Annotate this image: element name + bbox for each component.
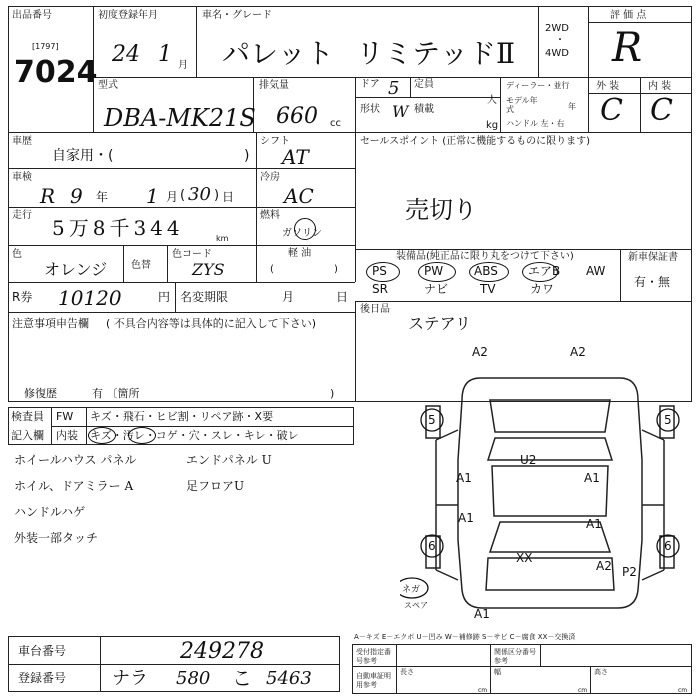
- score: R: [612, 25, 643, 71]
- chassis-label: 車台番号: [18, 644, 67, 658]
- related-label: 関係区分番号参考: [494, 648, 536, 665]
- width-label: 幅: [494, 668, 501, 676]
- inspection-day: 30: [188, 184, 211, 205]
- inspector-label2: 記入欄: [11, 429, 44, 442]
- dealer-label: ディーラー・並行: [506, 81, 570, 90]
- reg-class: 580: [176, 668, 211, 689]
- doors: 5: [388, 78, 400, 99]
- diagram-mark-6-right: 6: [664, 539, 672, 553]
- diagram-mark-nega: ネガ: [402, 585, 421, 595]
- equipment-label: 装備品(純正品に限り丸をつけて下さい): [396, 251, 574, 262]
- diagram-spare: スペア: [404, 601, 428, 610]
- equip-aw: AW: [586, 264, 606, 278]
- inspection-label: 車検: [12, 172, 32, 183]
- remark-left-3: ハンドルハゲ: [14, 505, 86, 519]
- mileage-label: 走行: [12, 210, 32, 221]
- lot-number: 7024: [14, 55, 98, 90]
- mileage: 5万8千344: [52, 216, 184, 240]
- color-code: ZYS: [192, 260, 225, 279]
- grade: リミテッドⅡ: [356, 37, 516, 70]
- diagram-mark-a1-4: A1: [586, 517, 602, 531]
- color-code-label: 色コード: [172, 249, 212, 260]
- equip-abs: ABS: [474, 264, 498, 278]
- car-name: パレット: [222, 37, 334, 70]
- equip-pw: PW: [424, 264, 444, 278]
- score-label: 評 価 点: [610, 10, 647, 21]
- reg-region: ナラ: [112, 668, 148, 689]
- displacement-label: 排気量: [259, 80, 289, 91]
- model-code: DBA-MK21S: [104, 104, 256, 132]
- shift-label: シフト: [260, 136, 290, 147]
- model-label: 型式: [98, 80, 118, 91]
- ac: AC: [284, 184, 314, 208]
- diagram-mark-a1-1: A1: [456, 471, 472, 485]
- history-label: 車歴: [12, 136, 32, 147]
- car-name-label: 車名・グレード: [202, 10, 272, 21]
- load-label: 積載: [414, 104, 434, 115]
- remark-left-2: ホイル、ドアミラー A: [14, 479, 134, 493]
- diagram-mark-a2-rear: A2: [596, 559, 612, 573]
- interior-label: 内 装: [648, 81, 672, 92]
- color-label: 色: [12, 249, 22, 260]
- fuel-label: 燃料: [260, 210, 280, 221]
- aftermarket-label: 後日品: [360, 304, 390, 315]
- interior-score: C: [650, 93, 673, 128]
- equip-ps: PS: [372, 264, 387, 278]
- auth-label: 受付指定番号参考: [356, 648, 391, 665]
- auction-sheet: 出品番号 [1797] 7024 初度登録年月 24 1 月 車名・グレード パレット リミテッドⅡ 2WD ・ 4WD 評 価 点 R 型式 DBA-MK21S 排気量 660 cc ドア 5 定員 人 形状 W 積載 kg ディーラー・並行 モデル年式 年 ハンドル 左・右 外 装 内 装 C C 車歴 自家用・( ) シフト AT 車検 R 9 年 1 月 ( 30 ) 日 冷房 AC 走行 5万8千344 km 燃料 ガソリン 軽 油 ( ) 色 オレンジ 色替 色コード ZYS セールスポイント (正常に機能するものに限ります) 売切り 装備品(純正品に限り丸をつけて下さい) 新車保証書 有・無 PS PW ABS エアB AW SR ナビ TV カワ 後日品 ステアリ R券 10120 円 名変期限 月 日 注意事項申告欄 ( 不具合内容等は具体的に記入して下さい) 修復歴 有 〔箇所 ) 検査員 記入欄 FW キズ・飛石・ヒビ割・リペア跡・X要 内装 キズ・汚レ・コゲ・穴・スレ・キレ・破レ ホイールハウス パネル ホイル、ドアミラー A ハンドルハゲ 外装一部タッチ エンドパネル U 足フロアU A2 A2 5 5 U2 A1 A1 A1 A1 6 6 XX A2 P2 A1 ネガ スペア A－キズ E－エクボ U－凹み W－補修跡 S－サビ C－腐食 XX－交換済 車台番号 249278 登録番号 ナラ 580 こ 5463 受付指定番号参考 関係区分番号参考 自動車証明用参考 長さ cm 幅 cm 高さ cm: [0, 0, 700, 700]
- diagram-mark-a2-left: A2: [472, 345, 488, 359]
- name-change-label: 名変期限: [180, 290, 229, 304]
- fw-text: キズ・飛石・ヒビ割・リペア跡・X要: [90, 410, 274, 423]
- recycle-value: 10120: [58, 286, 122, 310]
- diagram-mark-6-left: 6: [428, 539, 436, 553]
- diagram-mark-u2: U2: [520, 453, 537, 467]
- drive-4wd: 4WD: [545, 48, 569, 59]
- reg-kana: こ: [232, 666, 252, 690]
- first-reg-year: 24: [112, 42, 140, 67]
- equip-leather: カワ: [530, 282, 555, 296]
- capacity-label: 定員: [414, 79, 434, 90]
- cert-label: 自動車証明用参考: [356, 672, 391, 689]
- equip-airbag: エアB: [528, 264, 561, 278]
- diagram-mark-a1-rear: A1: [474, 607, 490, 621]
- history-value: 自家用・(: [52, 148, 114, 164]
- color-change-label: 色替: [131, 260, 151, 271]
- first-reg-label: 初度登録年月: [98, 10, 158, 21]
- interior-row-label: 内装: [56, 429, 78, 442]
- chassis-number: 249278: [180, 639, 264, 664]
- damage-diagram: [400, 340, 700, 630]
- diagram-mark-p2: P2: [622, 565, 637, 579]
- displacement: 660: [276, 104, 318, 129]
- fuel-gasoline-circle: [294, 218, 316, 240]
- handle-label: ハンドル 左・右: [506, 119, 565, 128]
- exterior-score: C: [600, 93, 623, 128]
- drive-2wd: 2WD: [545, 23, 569, 34]
- door-label: ドア: [360, 79, 380, 90]
- inspector-label1: 検査員: [11, 410, 44, 423]
- fuel-gasoline: ガソリン: [282, 228, 322, 239]
- circle-airbag: [522, 262, 561, 282]
- remark-left-1: ホイールハウス パネル: [14, 453, 137, 467]
- fw-label: FW: [56, 410, 74, 423]
- circle-pw: [418, 262, 456, 282]
- sales-point-label: セールスポイント (正常に機能するものに限ります): [360, 136, 591, 147]
- legend: A－キズ E－エクボ U－凹み W－補修跡 S－サビ C－腐食 XX－交換済: [354, 633, 576, 641]
- ac-label: 冷房: [260, 172, 280, 183]
- shape-label: 形状: [360, 104, 380, 115]
- exterior-label: 外 装: [596, 81, 620, 92]
- diagram-mark-a1-2: A1: [584, 471, 600, 485]
- interior-text: キズ・汚レ・コゲ・穴・スレ・キレ・破レ: [90, 429, 299, 442]
- lot-label: 出品番号: [12, 10, 52, 21]
- fuel-diesel: 軽 油: [288, 248, 312, 259]
- reg-number: 5463: [266, 668, 312, 689]
- equip-navi: ナビ: [424, 282, 449, 296]
- circle-kizu: [88, 427, 116, 444]
- aftermarket: ステアリ: [408, 314, 472, 333]
- lot-sub: [1797]: [32, 42, 59, 51]
- circle-ps: [366, 262, 400, 282]
- shape: W: [392, 102, 409, 121]
- repair-label: 修復歴: [24, 387, 57, 400]
- warranty-label: 新車保証書: [628, 252, 678, 263]
- remark-right-2: 足フロアU: [186, 479, 245, 493]
- diagram-mark-5-right: 5: [664, 413, 672, 427]
- height-label: 高さ: [594, 668, 608, 676]
- notes-hint: ( 不具合内容等は具体的に記入して下さい): [106, 317, 317, 330]
- warranty-value: 有・無: [634, 275, 671, 289]
- equip-sr: SR: [372, 282, 388, 296]
- color: オレンジ: [44, 260, 108, 279]
- diagram-mark-a1-3: A1: [458, 511, 474, 525]
- circle-abs: [469, 262, 509, 282]
- equip-tv: TV: [480, 282, 496, 296]
- model-year-label: モデル年式: [506, 96, 538, 114]
- diagram-mark-a2-right: A2: [570, 345, 586, 359]
- sales-point: 売切り: [405, 196, 477, 224]
- diagram-mark-5-left: 5: [428, 413, 436, 427]
- first-reg-month: 1: [158, 42, 172, 67]
- diagram-mark-xx: XX: [516, 551, 533, 565]
- remark-left-4: 外装一部タッチ: [14, 531, 99, 545]
- length-label: 長さ: [400, 668, 414, 676]
- notes-label: 注意事項申告欄: [12, 317, 89, 330]
- reg-label: 登録番号: [18, 671, 67, 685]
- remark-right-1: エンドパネル U: [186, 453, 272, 467]
- shift: AT: [282, 145, 309, 169]
- circle-yogore: [128, 427, 156, 444]
- repair-value: 有 〔箇所: [92, 387, 140, 400]
- recycle-label: R券: [12, 290, 33, 304]
